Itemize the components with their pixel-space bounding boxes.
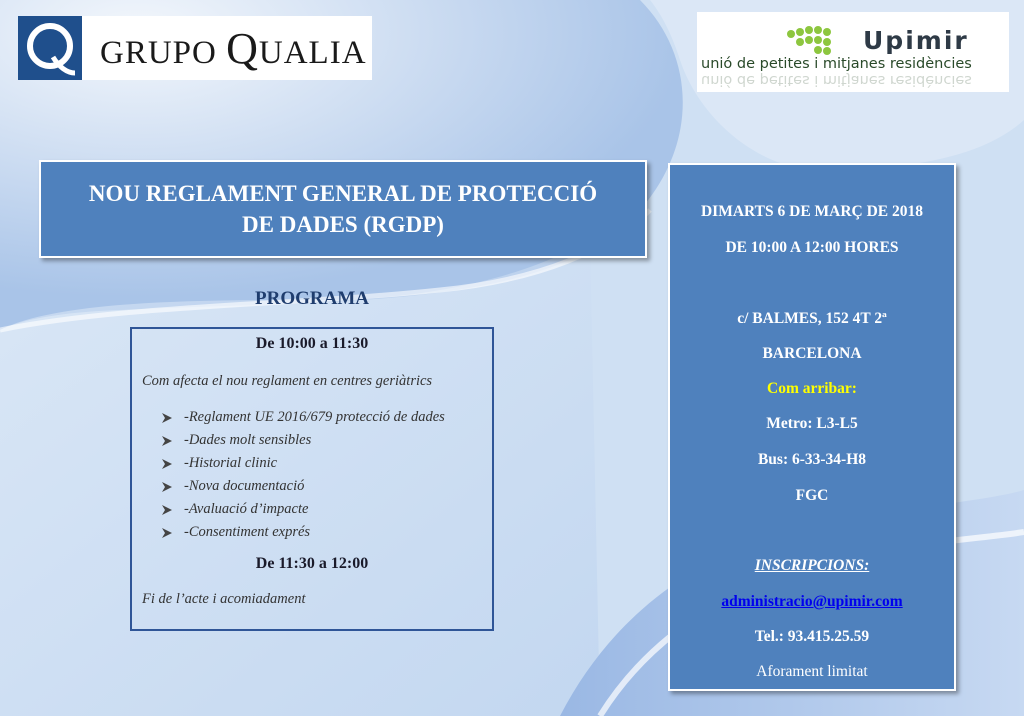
how-to-arrive-label: Com arribar: <box>767 380 857 397</box>
arrow-bullet-icon <box>162 459 172 469</box>
bus-info: Bus: 6-33-34-H8 <box>757 451 867 468</box>
qualia-word-rest: UALIA <box>258 34 367 71</box>
programa-item-text: -Avaluació d’impacte <box>184 501 309 517</box>
programa-item-text: -Consentiment exprés <box>184 524 311 540</box>
upimir-tagline: unió de petites i mitjanes residències <box>701 56 972 72</box>
upimir-name: Upimir <box>863 26 969 55</box>
arrow-bullet-icon <box>162 413 172 423</box>
event-hours: DE 10:00 A 12:00 HORES <box>725 239 899 256</box>
capacity-info: Aforament limitat <box>756 663 868 680</box>
time-slot-1: De 10:00 a 11:30 <box>255 335 369 352</box>
upimir-tagline-reflection: unió de petites i mitjanes residències <box>701 72 972 88</box>
list-item <box>162 452 445 475</box>
list-item <box>162 475 445 498</box>
email-link[interactable]: administracio@upimir.com <box>721 593 903 610</box>
time-slot-2: De 11:30 a 12:00 <box>255 555 369 572</box>
event-city: BARCELONA <box>762 345 862 362</box>
programa-closing: Fi de l’acte i acomiadament <box>142 591 306 607</box>
arrow-bullet-icon <box>162 505 172 515</box>
event-title <box>63 178 623 240</box>
event-title-box <box>39 160 647 258</box>
programa-heading: PROGRAMA <box>255 288 369 309</box>
qualia-word-grupo: GRUPO <box>100 34 227 71</box>
list-item <box>162 429 445 452</box>
qualia-q-emblem <box>18 16 82 80</box>
phone-info: Tel.: 93.415.25.59 <box>754 628 870 645</box>
event-date: DIMARTS 6 DE MARÇ DE 2018 <box>700 203 924 220</box>
event-info-box <box>668 163 956 691</box>
qualia-q-icon <box>23 19 77 77</box>
list-item <box>162 406 445 429</box>
programa-item-text: -Nova documentació <box>184 478 305 494</box>
registrations-label: INSCRIPCIONS: <box>754 557 870 574</box>
programa-item-text: -Dades molt sensibles <box>184 432 312 448</box>
qualia-wordmark <box>100 23 367 74</box>
arrow-bullet-icon <box>162 482 172 492</box>
upimir-logo <box>697 12 1009 92</box>
programa-box <box>130 327 494 631</box>
upimir-dots-icon <box>785 24 833 56</box>
programa-item-text: -Reglament UE 2016/679 protecció de dades <box>184 409 445 425</box>
list-item <box>162 498 445 521</box>
event-address: c/ BALMES, 152 4T 2ª <box>737 310 887 327</box>
metro-info: Metro: L3-L5 <box>766 415 858 432</box>
email-line <box>670 593 954 611</box>
list-item <box>162 521 445 544</box>
programa-items <box>162 406 445 544</box>
programa-intro: Com afecta el nou reglament en centres geriàtrics <box>142 373 433 389</box>
qualia-initial: Q <box>226 23 259 73</box>
fgc-info: FGC <box>795 487 829 504</box>
grupo-qualia-logo <box>18 16 372 80</box>
arrow-bullet-icon <box>162 528 172 538</box>
event-title-line2: DE DADES (RGDP) <box>242 212 444 237</box>
arrow-bullet-icon <box>162 436 172 446</box>
programa-item-text: -Historial clinic <box>184 455 278 471</box>
event-title-line1: NOU REGLAMENT GENERAL DE PROTECCIÓ <box>88 181 598 206</box>
